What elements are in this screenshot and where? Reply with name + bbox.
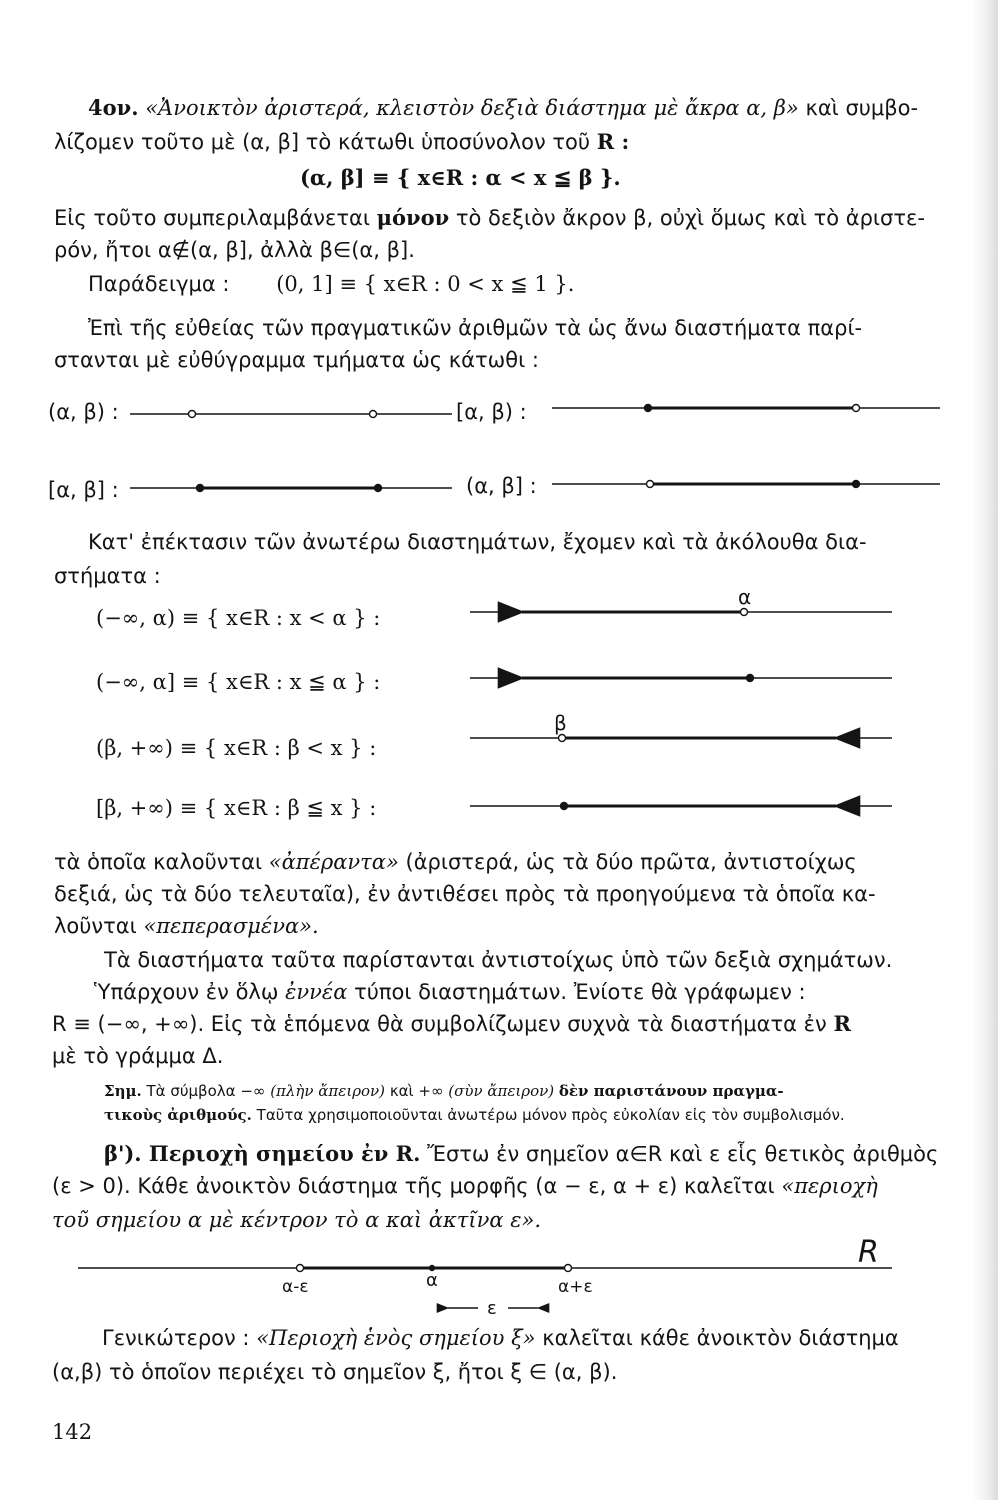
infinite-line1-a: τὰ ὁποῖα καλοῦνται bbox=[54, 850, 263, 874]
note-bold: δὲν παριστάνουν πραγμα- bbox=[558, 1082, 784, 1100]
open-endpoint bbox=[559, 735, 566, 742]
section4-line3-bold: μόνον bbox=[376, 205, 450, 230]
infinite-line2: δεξιά, ὡς τὰ δύο τελευταῖα), ἐν ἀντιθέσει πρὸς τὰ προηγούμενα τὰ ὁποῖα κα- bbox=[54, 882, 876, 906]
closed-endpoint bbox=[747, 675, 754, 682]
section4-line4: ρόν, ἤτοι α∉(α, β], ἀλλὰ β∈(α, β]. bbox=[54, 238, 415, 262]
page-number: 142 bbox=[52, 1420, 93, 1444]
infinite-line5-a: Ὑπάρχουν ἐν ὅλῳ bbox=[94, 980, 279, 1004]
note-a: Τὰ σύμβολα −∞ bbox=[146, 1082, 266, 1100]
reals-symbol-2: R bbox=[833, 1011, 851, 1036]
section4-formula: (α, β] ≡ { x∈R : α < x ≦ β }. bbox=[300, 165, 621, 190]
section4-title: «Ἀνοικτὸν ἀριστερά, κλειστὸν δεξιὰ διάστημα μὲ ἄκρα α, β» bbox=[145, 96, 799, 120]
section4-line3-b: τὸ δεξιὸν ἄκρον β, οὐχὶ ὅμως καὶ τὸ ἀριστε- bbox=[455, 206, 925, 230]
section4-line5: Ἐπὶ τῆς εὐθείας τῶν πραγματικῶν ἀριθμῶν τὰ ὡς ἄνω διαστήματα παρί- bbox=[88, 316, 863, 340]
neighborhood-line5: (α,β) τὸ ὁποῖον περιέχει τὸ σημεῖον ξ, ἤτοι ξ ∈ (α, β). bbox=[52, 1360, 618, 1384]
infinite-line3-italic: «πεπερασμένα». bbox=[143, 914, 319, 938]
neighborhood-line2-a: (ε > 0). Κάθε ἀνοικτὸν διάστημα τῆς μορφῆς (α − ε, α + ε) καλεῖται bbox=[52, 1174, 775, 1198]
open-endpoint bbox=[647, 481, 654, 488]
closed-endpoint bbox=[853, 481, 860, 488]
label-a-minus-e: α-ε bbox=[282, 1277, 309, 1297]
open-endpoint bbox=[741, 609, 748, 616]
infinite-line5-b: τύποι διαστημάτων. Ἐνίοτε θὰ γράφωμεν : bbox=[354, 980, 806, 1004]
section4-line6: στανται μὲ εὐθύγραμμα τμήματα ὡς κάτωθι : bbox=[54, 348, 539, 372]
infinite-line5-italic: ἐννέα bbox=[285, 980, 348, 1004]
closed-endpoint bbox=[561, 803, 568, 810]
closed-endpoint bbox=[197, 485, 204, 492]
section4-number: 4ον. bbox=[88, 95, 139, 120]
label-a-center: α bbox=[426, 1270, 438, 1291]
neighborhood-line2-italic: «περιοχὴ bbox=[781, 1174, 878, 1198]
extension-line2: στήματα : bbox=[54, 564, 161, 588]
label-a-plus-e: α+ε bbox=[558, 1277, 593, 1297]
label-closed-open: [α, β) : bbox=[456, 400, 527, 424]
open-endpoint bbox=[565, 1265, 572, 1272]
neighborhood-heading: β'). Περιοχὴ σημείου ἐν R. bbox=[104, 1141, 421, 1166]
example-formula: (0, 1] ≡ { x∈R : 0 < x ≦ 1 }. bbox=[276, 272, 575, 296]
open-endpoint bbox=[297, 1265, 304, 1272]
note-italic-2: (σὺν ἄπειρον) bbox=[448, 1082, 555, 1100]
infinite-formula-2: (−∞, α] ≡ { x∈R : x ≦ α } : bbox=[96, 670, 381, 694]
note-line2-bold: τικοὺς ἀριθμούς. bbox=[104, 1106, 252, 1124]
infinite-line4: Τὰ διαστήματα ταῦτα παρίστανται ἀντιστοίχως ὑπὸ τῶν δεξιὰ σχημάτων. bbox=[104, 948, 893, 972]
section4-line3-a: Εἰς τοῦτο συμπεριλαμβάνεται bbox=[54, 206, 370, 230]
section4-line1-rest: καὶ συμβο- bbox=[805, 96, 919, 120]
label-open-open: (α, β) : bbox=[48, 400, 119, 424]
label-open-closed: (α, β] : bbox=[466, 474, 537, 498]
infinite-formula-4: [β, +∞) ≡ { x∈R : β ≦ x } : bbox=[96, 796, 377, 820]
note-b: καὶ +∞ bbox=[389, 1082, 444, 1100]
label-beta-ray: β bbox=[554, 711, 567, 735]
extension-line1: Κατ' ἐπέκτασιν τῶν ἀνωτέρω διαστημάτων, ἔχομεν καὶ τὰ ἀκόλουθα δια- bbox=[88, 530, 867, 554]
reals-symbol: R : bbox=[596, 129, 630, 154]
label-alpha-ray: α bbox=[738, 585, 752, 609]
open-endpoint bbox=[370, 411, 377, 418]
open-endpoint bbox=[853, 405, 860, 412]
label-closed-closed: [α, β] : bbox=[48, 478, 119, 502]
infinite-line7: μὲ τὸ γράμμα Δ. bbox=[52, 1044, 224, 1068]
note-italic-1: (πλὴν ἄπειρον) bbox=[270, 1082, 386, 1100]
infinite-formula-3: (β, +∞) ≡ { x∈R : β < x } : bbox=[96, 736, 377, 760]
label-epsilon: ε bbox=[487, 1298, 497, 1319]
infinite-formula-1: (−∞, α) ≡ { x∈R : x < α } : bbox=[96, 606, 381, 630]
infinite-line1-italic: «ἀπέραντα» bbox=[268, 850, 399, 874]
neighborhood-line1-text: Ἔστω ἐν σημεῖον α∈R καὶ ε εἷς θετικὸς ἀριθμὸς bbox=[427, 1142, 939, 1166]
note-label: Σημ. bbox=[104, 1082, 142, 1100]
infinite-line6-a: R ≡ (−∞, +∞). Εἰς τὰ ἑπόμενα θὰ συμβολίζωμεν συχνὰ τὰ διαστήματα ἐν bbox=[52, 1012, 827, 1036]
closed-endpoint bbox=[645, 405, 652, 412]
neighborhood-line4-b: καλεῖται κάθε ἀνοικτὸν διάστημα bbox=[542, 1326, 899, 1350]
neighborhood-line3: τοῦ σημείου α μὲ κέντρον τὸ α καὶ ἀκτῖνα ε». bbox=[52, 1208, 542, 1232]
open-endpoint bbox=[189, 411, 196, 418]
closed-endpoint bbox=[375, 485, 382, 492]
neighborhood-line4-italic: «Περιοχὴ ἑνὸς σημείου ξ» bbox=[256, 1326, 536, 1350]
reals-R-label: R bbox=[858, 1235, 879, 1270]
section4-line2-text: λίζομεν τοῦτο μὲ (α, β] τὸ κάτωθι ὑποσύνολον τοῦ bbox=[54, 130, 591, 154]
note-line2-text: Ταῦτα χρησιμοποιοῦνται ἀνωτέρω μόνον πρὸς εὐκολίαν εἰς τὸν συμβολισμόν. bbox=[256, 1106, 845, 1124]
neighborhood-line4-a: Γενικώτερον : bbox=[102, 1326, 250, 1350]
infinite-line3-a: λοῦνται bbox=[54, 914, 137, 938]
example-label: Παράδειγμα : bbox=[88, 272, 230, 296]
infinite-line1-b: (ἀριστερά, ὡς τὰ δύο πρῶτα, ἀντιστοίχως bbox=[405, 850, 857, 874]
